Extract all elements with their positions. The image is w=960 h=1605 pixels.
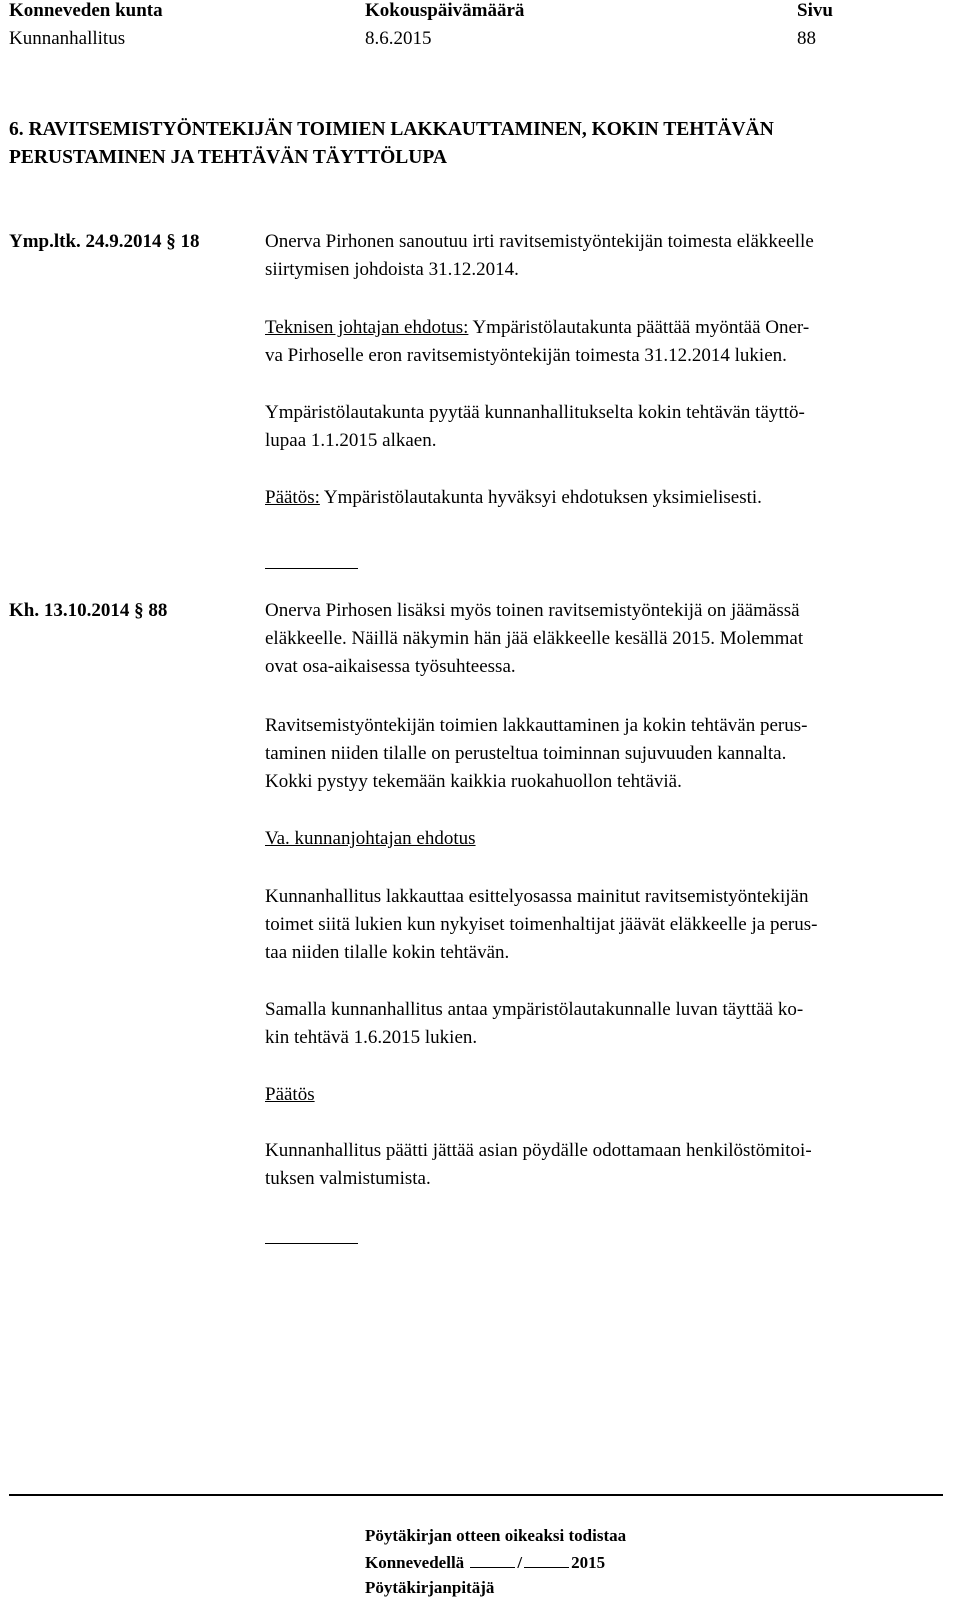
header-page-value: 88 <box>797 28 816 49</box>
ymp-p1-line1: Onerva Pirhonen sanoutuu irti ravitsemistyöntekijän toimesta eläkkeelle <box>265 231 814 252</box>
kh-paragraph-6 <box>265 1081 945 1109</box>
kh-p4-line3: taa niiden tilalle kokin tehtävän. <box>265 942 510 963</box>
kh-paragraph-4 <box>265 883 945 967</box>
footer-sep: / <box>517 1553 523 1572</box>
kh-p7-line2: tuksen valmistumista. <box>265 1168 431 1189</box>
page-title-line1: 6. RAVITSEMISTYÖNTEKIJÄN TOIMIEN LAKKAUTTAMINEN, KOKIN TEHTÄVÄN <box>9 119 774 140</box>
ymp-p2-rest: Ympäristölautakunta päättää myöntää Oner- <box>468 317 810 338</box>
kh-p4-line2: toimet siitä lukien kun nykyiset toimenhaltijat jäävät eläkkeelle ja perus- <box>265 914 818 935</box>
section-label-ymp: Ymp.ltk. 24.9.2014 § 18 <box>9 231 200 252</box>
kh-p1-line2: eläkkeelle. Näillä näkymin hän jää eläkkeelle kesällä 2015. Molemmat <box>265 628 804 649</box>
footer-signer: Pöytäkirjanpitäjä <box>365 1578 495 1597</box>
kh-p1-line1: Onerva Pirhosen lisäksi myös toinen ravitsemistyöntekijä on jäämässä <box>265 600 800 621</box>
footer-year: 2015 <box>571 1553 606 1572</box>
kh-paragraph-3 <box>265 825 945 853</box>
footer-day-blank <box>470 1549 515 1568</box>
kh-p2-line2: taminen niiden tilalle on perusteltua toiminnan sujuvuuden kannalta. <box>265 743 787 764</box>
section-divider-end <box>265 1243 358 1244</box>
kh-p1-line3: ovat osa-aikaisessa työsuhteessa. <box>265 656 516 677</box>
header-page-label: Sivu <box>797 0 833 21</box>
ymp-p3-line2: lupaa 1.1.2015 alkaen. <box>265 430 437 451</box>
ymp-paragraph-1 <box>265 228 945 284</box>
ymp-p2-line2: va Pirhoselle eron ravitsemistyöntekijän toimesta 31.12.2014 lukien. <box>265 345 787 366</box>
footer-certify: Pöytäkirjan otteen oikeaksi todistaa <box>365 1526 627 1545</box>
kh-paragraph-2 <box>265 712 945 796</box>
proposal-label: Teknisen johtajan ehdotus: <box>265 317 469 338</box>
header-body: Kunnanhallitus <box>9 28 126 49</box>
kh-p7-line1: Kunnanhallitus päätti jättää asian pöydälle odottamaan henkilöstömitoi- <box>265 1140 812 1161</box>
header-org: Konneveden kunta <box>9 0 163 21</box>
kh-p5-line2: kin tehtävä 1.6.2015 lukien. <box>265 1027 478 1048</box>
section-divider <box>265 568 358 569</box>
decision-label: Päätös: <box>265 487 320 508</box>
footer-place-date <box>365 1549 605 1576</box>
header-date-label: Kokouspäivämäärä <box>365 0 525 21</box>
footer-rule <box>9 1494 943 1496</box>
ymp-paragraph-2 <box>265 314 945 370</box>
kh-paragraph-1 <box>265 597 945 681</box>
ymp-p1-line2: siirtymisen johdoista 31.12.2014. <box>265 259 519 280</box>
ymp-p3-line1: Ympäristölautakunta pyytää kunnanhallitukselta kokin tehtävän täyttö- <box>265 402 805 423</box>
footer-month-blank <box>524 1549 569 1568</box>
ymp-paragraph-4 <box>265 484 945 512</box>
kh-paragraph-5 <box>265 996 945 1052</box>
kh-decision-heading: Päätös <box>265 1084 315 1105</box>
kh-p4-line1: Kunnanhallitus lakkauttaa esittelyosassa mainitut ravitsemistyöntekijän <box>265 886 809 907</box>
kh-p2-line1: Ravitsemistyöntekijän toimien lakkauttaminen ja kokin tehtävän perus- <box>265 715 808 736</box>
footer-place: Konnevedellä <box>365 1553 465 1572</box>
page-title-line2: PERUSTAMINEN JA TEHTÄVÄN TÄYTTÖLUPA <box>9 147 447 168</box>
header-date-value: 8.6.2015 <box>365 28 432 49</box>
kh-paragraph-7 <box>265 1137 945 1193</box>
section-label-kh: Kh. 13.10.2014 § 88 <box>9 600 168 621</box>
kh-p2-line3: Kokki pystyy tekemään kaikkia ruokahuollon tehtäviä. <box>265 771 682 792</box>
acting-manager-proposal-heading: Va. kunnanjohtajan ehdotus <box>265 828 476 849</box>
ymp-p4-rest: Ympäristölautakunta hyväksyi ehdotuksen yksimielisesti. <box>319 487 762 508</box>
kh-p5-line1: Samalla kunnanhallitus antaa ympäristölautakunnalle luvan täyttää ko- <box>265 999 804 1020</box>
ymp-paragraph-3 <box>265 399 945 455</box>
